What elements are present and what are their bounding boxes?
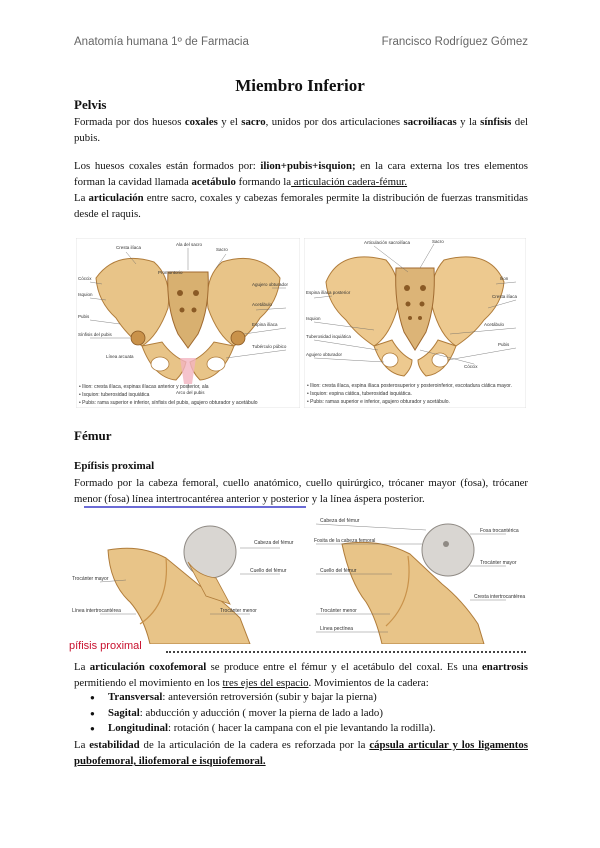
femur-right-label: Cuello del fémur (320, 568, 357, 574)
blue-rule (84, 506, 306, 508)
pelvis-right-label: Pubis (498, 342, 510, 347)
pelvis-left-label: Cóccix (78, 276, 92, 281)
list-item: ● Longitudinal: rotación ( hacer la campana con el pie levantando la rodilla). (74, 721, 534, 737)
pelvis-right-label: Cresta ilíaca (492, 294, 518, 299)
stability-paragraph: La estabilidad de la articulación de la cadera es reforzada por la cápsula articular y los ligamentos pubofemoral, iliofemoral e isquiofemoral. (74, 739, 528, 767)
femur-proximal-figure (70, 514, 530, 644)
list-item: ● Transversal: anteversión retroversión (subir y bajar la pierna) (74, 690, 534, 706)
femur-right-label: Fosa trocantérica (480, 528, 519, 534)
femur-left-label: Trocánter mayor (72, 576, 109, 582)
pelvis-right-legend: • Ilion: cresta ilíaca, espina ilíaca posterosuperior y posteroinferior, escotadura ciática mayor. (307, 383, 512, 389)
femur-left-label: Línea intertrocantérea (72, 608, 121, 614)
pelvis-right-legend: • Isquion: espina ciática, tuberosidad isquiática. (307, 391, 412, 397)
pelvis-posterior-figure (304, 238, 526, 408)
pelvis-right-label: Espina ilíaca posterior (306, 290, 351, 295)
pelvis-left-label: Sacro (216, 247, 228, 252)
pelvis-heading: Pelvis (74, 97, 107, 112)
femur-right-label: Cabeza del fémur (320, 518, 360, 524)
pelvis-anterior-figure (76, 238, 300, 408)
pelvis-right-label: Tuberosidad isquiática (306, 334, 351, 339)
pelvis-paragraph-2: Los huesos coxales están formados por: ilion+pubis+isquion; en la cara externa los tres elementos forman la cavidad llamada acetábulo formando la articulación cadera-fémur. (74, 160, 528, 188)
pelvis-left-label: Sínfisis del pubis (78, 332, 112, 337)
femur-right-label: Trocánter menor (320, 608, 357, 614)
pelvis-left-label: Acetábulo (252, 302, 273, 307)
pelvis-left-label: Pubis (78, 314, 90, 319)
coxofemoral-paragraph: La articulación coxofemoral se produce entre el fémur y el acetábulo del coxal. Es una enartrosis permitiendo el movimiento en los tres ejes del espacio. Movimientos de la cadera: (74, 661, 528, 689)
header-author: Francisco Rodríguez Gómez (381, 36, 528, 48)
pelvis-right-label: Isquion (306, 316, 321, 321)
pelvis-left-label: Tubérculo púbico (252, 344, 287, 349)
femur-left-label: Cabeza del fémur (254, 540, 294, 546)
femur-heading: Fémur (74, 428, 112, 443)
pelvis-right-label: Ilion (500, 276, 509, 281)
femur-right-label: Trocánter mayor (480, 560, 517, 566)
pelvis-paragraph-3: La articulación entre sacro, coxales y cabezas femorales permite la distribución de fuerzas transmitidas desde el raquis. (74, 192, 528, 220)
femur-right-label: Cresta intertrocantérea (474, 594, 526, 600)
pelvis-left-label: Espina ilíaca (252, 322, 278, 327)
pelvis-paragraph-1: Formada por dos huesos coxales y el sacro, unidos por dos articulaciones sacroilíacas y la sínfisis del pubis. (74, 116, 528, 144)
pelvis-left-label: Isquion (78, 292, 93, 297)
pelvis-left-label: Promontorio (158, 270, 183, 275)
pelvis-right-label: Cóccix (464, 364, 478, 369)
pelvis-right-label: Acetábulo (484, 322, 505, 327)
femur-subheading: Epífisis proximal (74, 460, 155, 472)
header-course: Anatomía humana 1º de Farmacia (74, 36, 249, 48)
pelvis-left-label: Cresta ilíaca (116, 245, 142, 250)
femur-right-label: Fosita de la cabeza femoral (314, 538, 376, 544)
pelvis-right-label: Sacro (432, 239, 444, 244)
pelvis-left-label: Agujero obturador (252, 282, 289, 287)
pelvis-left-legend: • Pubis: rama superior e inferior, sínfisis del pubis, agujero obturador y acetábulo (79, 400, 258, 406)
pelvis-right-legend: • Pubis: ramas superior e inferior, agujero obturador y acetábulo. (307, 399, 450, 405)
pelvis-left-label: Ala del sacro (176, 242, 203, 247)
pelvis-left-legend: • Ilion: cresta ilíaca, espinas ilíacas anterior y posterior, ala (79, 384, 209, 390)
list-item: ● Sagital: abducción y aducción ( mover la pierna de lado a lado) (74, 706, 534, 722)
femur-left-label: Cuello del fémur (250, 568, 287, 574)
pelvis-left-legend: • Isquion: tuberosidad isquiática (79, 392, 150, 398)
pelvis-right-label: Agujero obturador (306, 352, 343, 357)
pelvis-left-label: Línea arcuata (106, 354, 134, 359)
movement-list (74, 690, 534, 737)
femur-figure-caption: pífisis proximal (69, 640, 142, 652)
pelvis-left-label: Arco del pubis (176, 390, 205, 395)
dotted-divider (166, 651, 526, 653)
page-title: Miembro Inferior (235, 76, 365, 95)
pelvis-right-label: Articulación sacroilíaca (364, 240, 411, 245)
femur-paragraph: Formado por la cabeza femoral, cuello anatómico, cuello quirúrgico, trócaner mayor (fosa), trócaner menor (fosa) línea intertrocantérea anterior y posterior y la línea áspera posterior. (74, 477, 528, 505)
femur-right-label: Línea pectínea (320, 626, 354, 632)
femur-left-label: Trocánter menor (220, 608, 257, 614)
